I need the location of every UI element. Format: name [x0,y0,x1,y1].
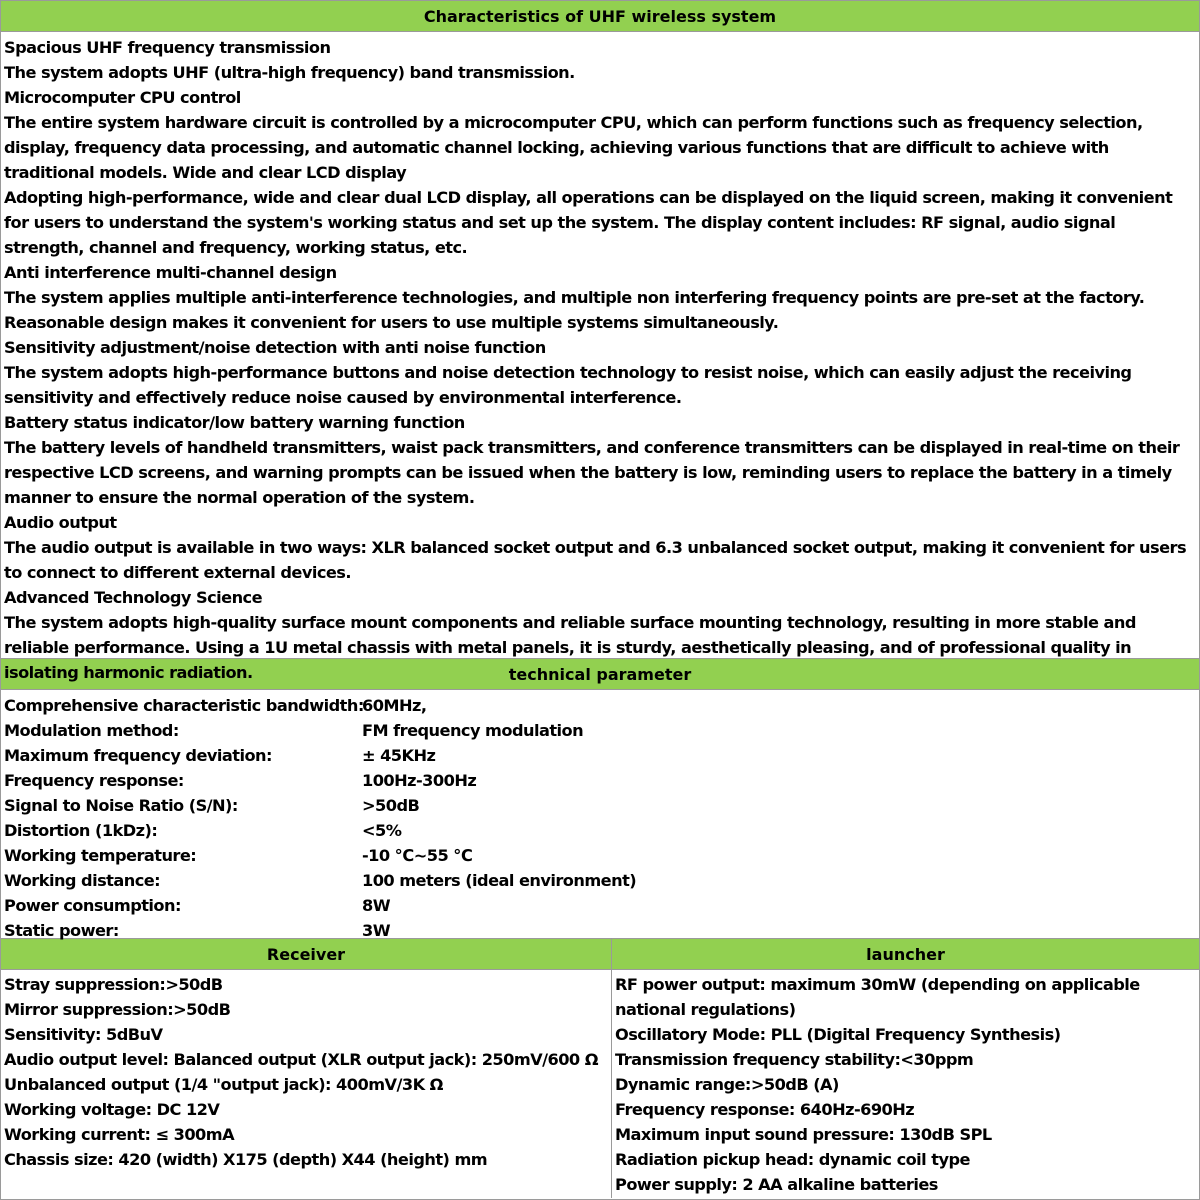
param-label: Power consumption: [4,896,181,915]
param-value: FM frequency modulation [362,721,584,740]
param-value: 100 meters (ideal environment) [362,871,637,890]
param-label: Signal to Noise Ratio (S/N): [4,796,238,815]
param-row [1,893,1199,918]
char-heading: Advanced Technology Science [4,588,263,607]
split-body [1,970,1199,1198]
char-text: The battery levels of handheld transmitters, waist pack transmitters, and conference transmitters can be displayed in real-time on their respective LCD screens, and warning prompts can be issued when the battery is low, reminding users to replace the battery in a timely manner to ensure the normal operation of the system. [4,438,1180,507]
launcher-spec: Frequency response: 640Hz-690Hz [615,1100,915,1119]
receiver-spec: Unbalanced output (1/4 "output jack): 400mV/3K Ω [4,1075,443,1094]
launcher-spec: Power supply: 2 AA alkaline batteries [615,1175,938,1194]
param-row [1,743,1199,768]
param-label: Working temperature: [4,846,197,865]
char-heading: Sensitivity adjustment/noise detection with anti noise function [4,338,546,357]
launcher-spec: RF power output: maximum 30mW (depending on applicable national regulations) [615,975,1140,1019]
char-text: The entire system hardware circuit is controlled by a microcomputer CPU, which can perform functions such as frequency selection, display, frequency data processing, and automatic channel locking, achieving various functions that are difficult to achieve with traditional models. Wide and clear LCD display [4,113,1143,182]
receiver-spec: Mirror suppression:>50dB [4,1000,231,1019]
receiver-spec: Chassis size: 420 (width) X175 (depth) X44 (height) mm [4,1150,488,1169]
char-text: The audio output is available in two ways: XLR balanced socket output and 6.3 unbalanced socket output, making it convenient for users to connect to different external devices. [4,538,1187,582]
technical-parameters [1,690,1199,938]
receiver-spec: Working current: ≤ 300mA [4,1125,235,1144]
param-row [1,768,1199,793]
param-value: ± 45KHz [362,746,436,765]
launcher-spec: Oscillatory Mode: PLL (Digital Frequency Synthesis) [615,1025,1061,1044]
param-value: 8W [362,896,391,915]
receiver-header [1,939,612,969]
param-value: -10 ℃~55 ℃ [362,846,473,865]
technical-title: technical parameter [508,664,692,684]
param-row [1,693,1199,718]
char-text: The system adopts high-quality surface mount components and reliable surface mounting technology, resulting in more stable and reliable performance. Using a 1U metal chassis with metal panels, it is sturdy, aesthetically pleasing, and of professional quality in isolating harmonic radiation. [4,613,1136,682]
launcher-spec: Transmission frequency stability:<30ppm [615,1050,974,1069]
receiver-spec: Stray suppression:>50dB [4,975,223,994]
param-row [1,868,1199,893]
param-row [1,718,1199,743]
char-text: Adopting high-performance, wide and clear dual LCD display, all operations can be displayed on the liquid screen, making it convenient for users to understand the system's working status and set up the system. The display content includes: RF signal, audio signal strength, channel and frequency, working status, etc. [4,188,1173,257]
param-value: 3W [362,921,391,940]
param-label: Comprehensive characteristic bandwidth: [4,696,364,715]
receiver-spec: Audio output level: Balanced output (XLR output jack): 250mV/600 Ω [4,1050,598,1069]
param-label: Frequency response: [4,771,184,790]
param-value: >50dB [362,796,420,815]
char-heading: Anti interference multi-channel design [4,263,337,282]
char-heading: Spacious UHF frequency transmission [4,38,331,57]
param-label: Maximum frequency deviation: [4,746,272,765]
char-heading: Audio output [4,513,117,532]
launcher-spec: Dynamic range:>50dB (A) [615,1075,839,1094]
receiver-spec: Working voltage: DC 12V [4,1100,220,1119]
receiver-specs [1,970,612,1198]
char-heading: Battery status indicator/low battery warning function [4,413,465,432]
param-value: 60MHz, [362,696,427,715]
launcher-spec: Radiation pickup head: dynamic coil type [615,1150,970,1169]
param-row [1,818,1199,843]
param-label: Modulation method: [4,721,179,740]
param-label: Static power: [4,921,119,940]
launcher-title: launcher [866,944,945,964]
char-heading: Microcomputer CPU control [4,88,241,107]
param-row [1,793,1199,818]
launcher-header [612,939,1199,969]
receiver-title: Receiver [266,944,346,964]
launcher-spec: Maximum input sound pressure: 130dB SPL [615,1125,992,1144]
receiver-spec: Sensitivity: 5dBuV [4,1025,163,1044]
param-label: Working distance: [4,871,161,890]
launcher-specs [612,970,1199,1198]
characteristics-title: Characteristics of UHF wireless system [423,6,777,26]
param-value: <5% [362,821,402,840]
char-text: The system applies multiple anti-interference technologies, and multiple non interfering frequency points are pre-set at the factory. Reasonable design makes it convenient for users to use multiple systems simultaneously. [4,288,1145,332]
char-text: The system adopts high-performance buttons and noise detection technology to resist noise, which can easily adjust the receiving sensitivity and effectively reduce noise caused by environmental interference. [4,363,1132,407]
characteristics-header [1,1,1199,32]
param-label: Distortion (1kDz): [4,821,158,840]
param-row [1,843,1199,868]
param-value: 100Hz-300Hz [362,771,477,790]
char-text: The system adopts UHF (ultra-high frequency) band transmission. [4,63,575,82]
split-header [1,938,1199,970]
